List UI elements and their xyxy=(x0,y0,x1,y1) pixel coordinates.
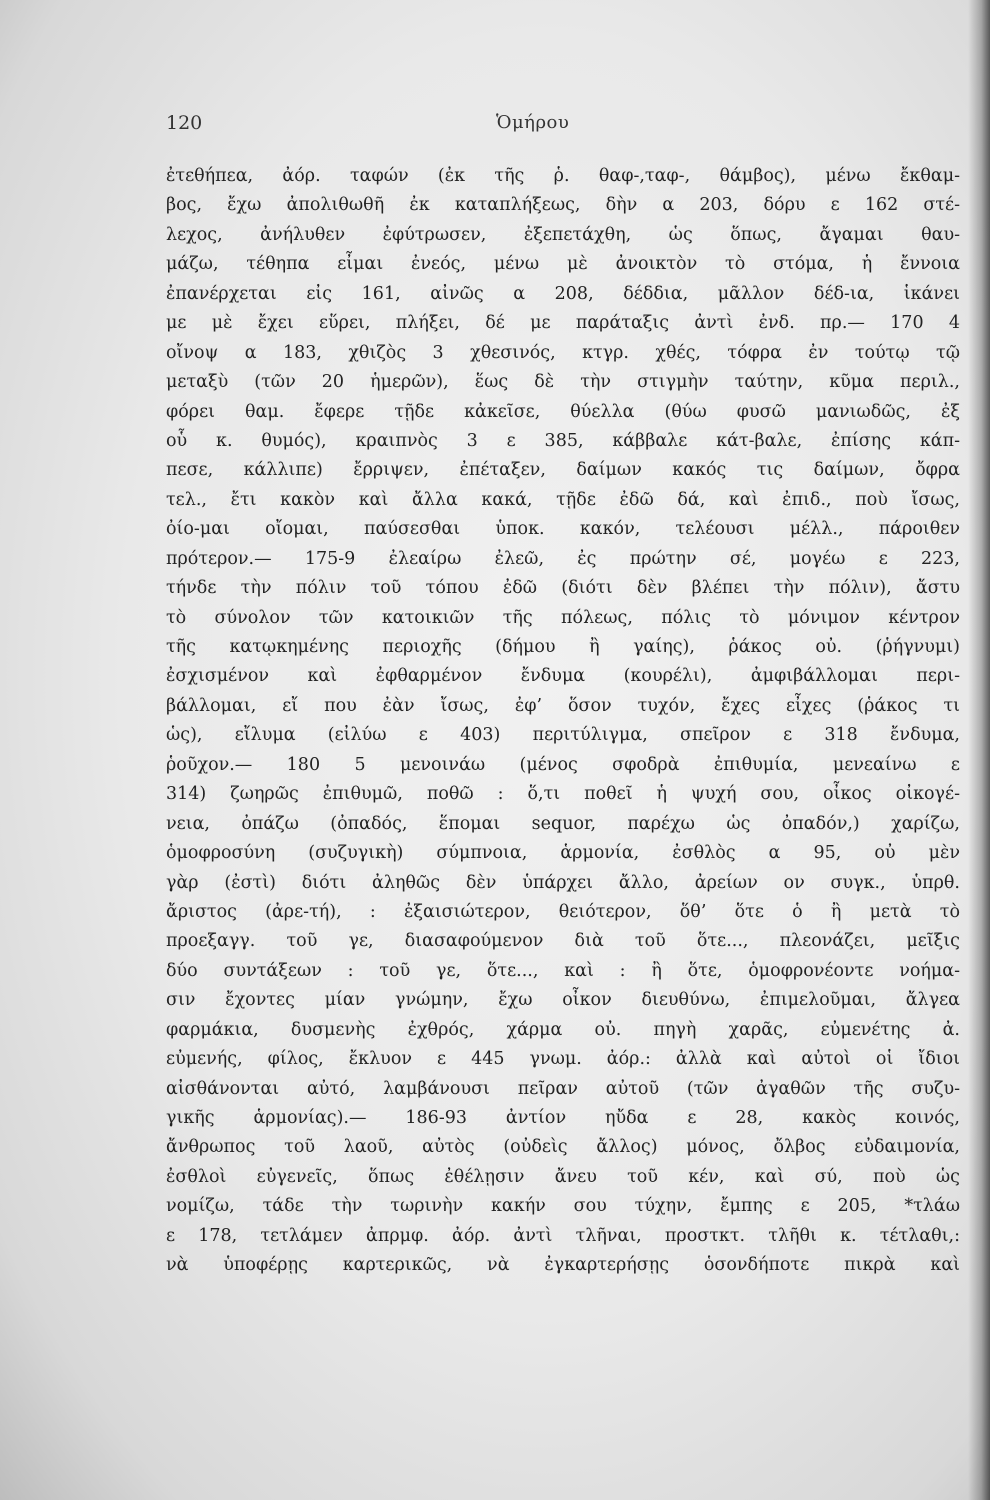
text-line: προεξαγγ. τοῦ γε, διασαφούμενον διὰ τοῦ ὅτε..., πλεονάζει, μεῖξις xyxy=(166,931,960,952)
text-line: οἴνοψ α 183, χθιζὸς 3 χθεσινός, κτγρ. χθές, τόφρα ἐν τούτῳ τῷ xyxy=(166,342,960,363)
page-header xyxy=(166,112,958,142)
text-line: οὗ κ. θυμός), κραιπνὸς 3 ε 385, κάββαλε κάτ-βαλε, ἐπίσης κάπ- xyxy=(166,430,960,451)
text-line: ἐπανέρχεται εἰς 161, αἰνῶς α 208, δέδδια, μᾶλλον δέδ-ια, ἱκάνει xyxy=(166,283,960,304)
text-line: με μὲ ἔχει εὕρει, πλήξει, δέ με παράταξις ἀντὶ ἐνδ. πρ.— 170 4 xyxy=(166,313,960,334)
text-line: φαρμάκια, δυσμενὴς ἐχθρός, χάρμα οὐ. πηγὴ χαρᾶς, εὐμενέτης ἀ. xyxy=(166,1019,960,1040)
text-line: ἄριστος (ἀρε-τή), : ἐξαισιώτερον, θειότερον, ὅθ’ ὅτε ὁ ἢ μετὰ τὸ xyxy=(166,901,960,922)
text-line: ὡς), εἴλυμα (εἰλύω ε 403) περιτύλιγμα, σπεῖρον ε 318 ἔνδυμα, xyxy=(166,725,960,746)
text-line: βος, ἔχω ἀπολιθωθῆ ἐκ καταπλήξεως, δὴν α 203, δόρυ ε 162 στέ- xyxy=(166,195,960,216)
text-line: 314) ζωηρῶς ἐπιθυμῶ, ποθῶ : ὅ,τι ποθεῖ ἡ ψυχή σου, οἶκος οἰκογέ- xyxy=(166,784,960,805)
text-line: λεχος, ἀνήλυθεν ἐφύτρωσεν, ἐξεπετάχθη, ὡς ὅπως, ἄγαμαι θαυ- xyxy=(166,224,960,245)
text-line: ἐτεθήπεα, ἀόρ. ταφών (ἐκ τῆς ῥ. θαφ-,ταφ-, θάμβος), μένω ἔκθαμ- xyxy=(166,166,960,186)
text-line: ε 178, τετλάμεν ἀπρμφ. ἀόρ. ἀντὶ τλῆναι, προστκτ. τλῆθι κ. τέτλαθι,: xyxy=(166,1225,960,1246)
text-line: γικῆς ἁρμονίας).— 186-93 ἀντίον ηὔδα ε 28, κακὸς κοινός, xyxy=(166,1108,960,1128)
text-line: ἄνθρωπος τοῦ λαοῦ, αὐτὸς (οὐδεὶς ἄλλος) μόνος, ὄλβος εὐδαιμονία, xyxy=(166,1137,960,1158)
text-line: νὰ ὑποφέρῃς καρτερικῶς, νὰ ἐγκαρτερήσῃς ὁσονδήποτε πικρὰ καὶ xyxy=(166,1255,960,1276)
page-edge-shadow xyxy=(968,0,990,1500)
text-line: εὐμενής, φίλος, ἔκλυον ε 445 γνωμ. ἀόρ.: ἀλλὰ καὶ αὐτοὶ οἱ ἴδιοι xyxy=(166,1049,960,1070)
text-line: βάλλομαι, εἴ που ἐὰν ἴσως, ἐφ’ ὅσον τυχόν, ἔχες εἶχες (ῥάκος τι xyxy=(166,695,960,716)
text-line: τῆς κατῳκημένης περιοχῆς (δήμου ἢ γαίης), ῥάκος οὐ. (ῥήγνυμι) xyxy=(166,637,960,657)
text-line: δύο συντάξεων : τοῦ γε, ὅτε..., καὶ : ἢ ὅτε, ὁμοφρονέοντε νοήμα- xyxy=(166,960,960,981)
text-line: πεσε, κάλλιπε) ἔρριψεν, ἐπέταξεν, δαίμων κακός τις δαίμων, ὄφρα xyxy=(166,460,960,481)
text-line: νομίζω, τάδε τὴν τωρινὴν κακήν σου τύχην, ἔμπης ε 205, *τλάω xyxy=(166,1196,960,1217)
text-line: γὰρ (ἐστὶ) διότι ἀληθῶς δὲν ὑπάρχει ἄλλο, ἀρείων ον συγκ., ὑπρθ. xyxy=(166,872,960,893)
text-line: τὸ σύνολον τῶν κατοικιῶν τῆς πόλεως, πόλις τὸ μόνιμον κέντρον xyxy=(166,607,960,628)
text-line: τελ., ἔτι κακὸν καὶ ἄλλα κακά, τῇδε ἐδῶ δά, καὶ ἐπιδ., ποὺ ἴσως, xyxy=(166,489,960,510)
text-line: ἐσχισμένον καὶ ἐφθαρμένον ἔνδυμα (κουρέλι), ἀμφιβάλλομαι περι- xyxy=(166,666,960,687)
text-line: πρότερον.— 175-9 ἐλεαίρω ἐλεῶ, ἐς πρώτην σέ, μογέω ε 223, xyxy=(166,548,960,569)
text-line: τήνδε τὴν πόλιν τοῦ τόπου ἐδῶ (διότι δὲν βλέπει τὴν πόλιν), ἄστυ xyxy=(166,578,960,599)
text-line: μεταξὺ (τῶν 20 ἡμερῶν), ἕως δὲ τὴν στιγμὴν ταύτην, κῦμα περιλ., xyxy=(166,372,960,393)
text-line: ὀίο-μαι οἴομαι, παύσεσθαι ὑποκ. κακόν, τελέουσι μέλλ., πάροιθεν xyxy=(166,519,960,540)
running-head: Ὁμήρου xyxy=(496,112,570,133)
text-line: σιν ἔχοντες μίαν γνώμην, ἔχω οἶκον διευθύνω, ἐπιμελοῦμαι, ἄλγεα xyxy=(166,990,960,1011)
text-line: αἰσθάνονται αὐτό, λαμβάνουσι πεῖραν αὐτοῦ (τῶν ἀγαθῶν τῆς συζυ- xyxy=(166,1078,960,1099)
text-line: ὁμοφροσύνη (συζυγικὴ) σύμπνοια, ἁρμονία, ἐσθλὸς α 95, οὐ μὲν xyxy=(166,843,960,864)
text-line: φόρει θαμ. ἔφερε τῇδε κἀκεῖσε, θύελλα (θύω φυσῶ μανιωδῶς, ἐξ xyxy=(166,401,960,422)
text-line: μάζω, τέθηπα εἶμαι ἐνεός, μένω μὲ ἀνοικτὸν τὸ στόμα, ἡ ἔννοια xyxy=(166,254,960,275)
text-line: νεια, ὀπάζω (ὀπαδός, ἕπομαι sequor, παρέχω ὡς ὀπαδόν,) χαρίζω, xyxy=(166,813,960,834)
text-line: ῥοῦχον.— 180 5 μενοινάω (μένος σφοδρὰ ἐπιθυμία, μενεαίνω ε xyxy=(166,754,960,775)
page-number: 120 xyxy=(166,112,203,134)
commentary-text xyxy=(166,162,960,1281)
text-line: ἐσθλοὶ εὐγενεῖς, ὅπως ἐθέλῃσιν ἄνευ τοῦ κέν, καὶ σύ, ποὺ ὡς xyxy=(166,1166,960,1187)
